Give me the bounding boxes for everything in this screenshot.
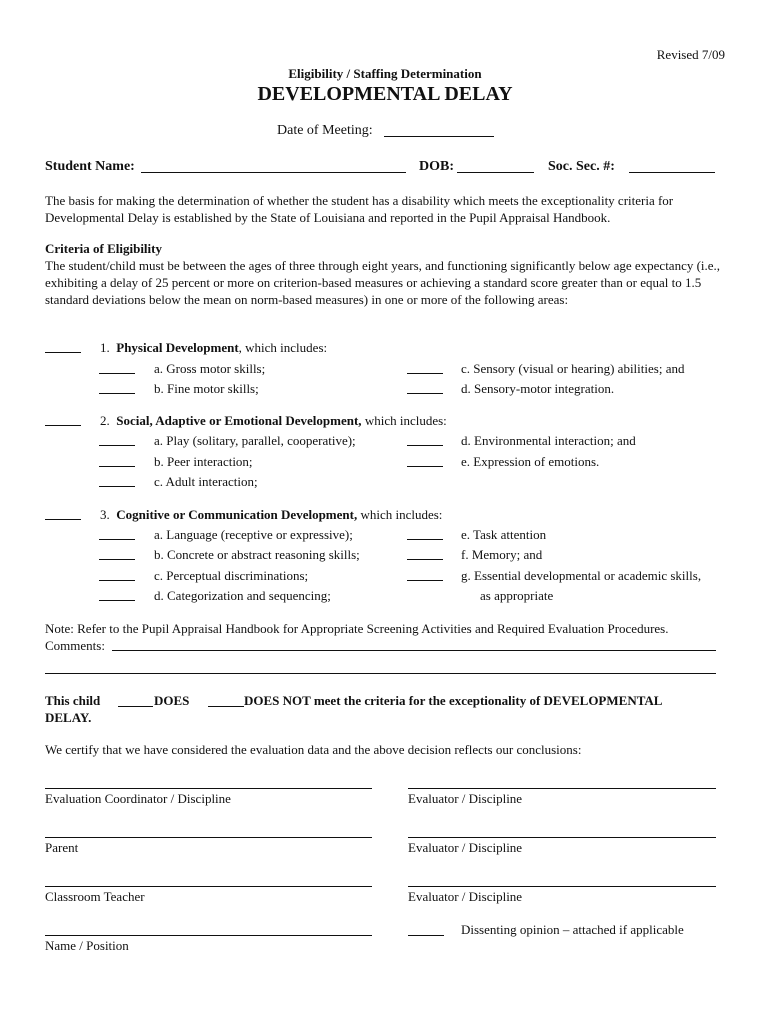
- dissenting-opinion-checkbox[interactable]: [408, 935, 444, 936]
- task-attention-label: e. Task attention: [461, 527, 547, 542]
- form-title: DEVELOPMENTAL DELAY: [257, 83, 513, 105]
- dissenting-opinion-label: Dissenting opinion – attached if applicable: [461, 922, 684, 937]
- play-label: a. Play (solitary, parallel, cooperative);: [154, 433, 356, 448]
- comments-field-line-2[interactable]: [45, 673, 716, 674]
- reasoning-label: b. Concrete or abstract reasoning skills;: [154, 547, 360, 562]
- comments-field-line-1[interactable]: [112, 650, 716, 651]
- signature-line-evaluator-2[interactable]: [408, 837, 716, 838]
- gross-motor-checkbox[interactable]: [99, 373, 135, 374]
- signature-line-parent[interactable]: [45, 837, 372, 838]
- signature-line-evaluator-1[interactable]: [408, 788, 716, 789]
- adult-interaction-checkbox[interactable]: [99, 486, 135, 487]
- ssn-field[interactable]: [629, 172, 715, 173]
- physical-development-checkbox[interactable]: [45, 352, 81, 353]
- memory-label: f. Memory; and: [461, 547, 543, 562]
- expression-emotions-checkbox[interactable]: [407, 466, 443, 467]
- task-attention-checkbox[interactable]: [407, 539, 443, 540]
- language-checkbox[interactable]: [99, 539, 135, 540]
- dob-label: DOB:: [419, 159, 454, 174]
- student-name-label: Student Name:: [45, 159, 135, 174]
- dob-field[interactable]: [457, 172, 534, 173]
- environmental-interaction-label: d. Environmental interaction; and: [461, 433, 636, 448]
- note-text: Note: Refer to the Pupil Appraisal Handbook for Appropriate Screening Activities and Required Evaluation Procedures.: [45, 621, 669, 636]
- cognitive-development-checkbox[interactable]: [45, 519, 81, 520]
- essential-skills-label-continued: as appropriate: [480, 588, 554, 603]
- memory-checkbox[interactable]: [407, 559, 443, 560]
- fine-motor-label: b. Fine motor skills;: [154, 381, 259, 396]
- adult-interaction-label: c. Adult interaction;: [154, 474, 258, 489]
- categorization-label: d. Categorization and sequencing;: [154, 588, 331, 603]
- date-of-meeting-field[interactable]: [384, 136, 494, 137]
- environmental-interaction-checkbox[interactable]: [407, 445, 443, 446]
- essential-skills-checkbox[interactable]: [407, 580, 443, 581]
- social-development-heading: 2. Social, Adaptive or Emotional Development, which includes:: [100, 413, 447, 428]
- date-of-meeting-label: Date of Meeting:: [277, 123, 373, 138]
- sensory-motor-label: d. Sensory-motor integration.: [461, 381, 615, 396]
- peer-interaction-checkbox[interactable]: [99, 466, 135, 467]
- intro-paragraph: The basis for making the determination of whether the student has a disability which meets the exceptionality criteria for Developmental Delay is established by the State of Louisiana and reported in the Pupil Appraisal Handbook.: [45, 193, 674, 225]
- social-development-checkbox[interactable]: [45, 425, 81, 426]
- this-child-label: This child: [45, 693, 101, 708]
- gross-motor-label: a. Gross motor skills;: [154, 361, 266, 376]
- signature-line-evaluator-3[interactable]: [408, 886, 716, 887]
- expression-emotions-label: e. Expression of emotions.: [461, 454, 600, 469]
- delay-label: DELAY.: [45, 710, 92, 725]
- criteria-paragraph: The student/child must be between the ages of three through eight years, and functioning significantly below age expectancy (i.e., exhibiting a delay of 25 percent or more on criterion-based measures or achieving a standard score greater than or equal to 1.5 standard deviations below the mean on norm-based measures) in one or more of the following areas:: [45, 258, 721, 307]
- sensory-label: c. Sensory (visual or hearing) abilities; and: [461, 361, 685, 376]
- signature-label-name-position: Name / Position: [45, 938, 129, 953]
- comments-label: Comments:: [45, 638, 105, 653]
- revised-date: Revised 7/09: [656, 47, 725, 62]
- certify-statement: We certify that we have considered the evaluation data and the above decision reflects our conclusions:: [45, 742, 582, 757]
- signature-line-evaluation-coordinator[interactable]: [45, 788, 372, 789]
- reasoning-checkbox[interactable]: [99, 559, 135, 560]
- sensory-motor-checkbox[interactable]: [407, 393, 443, 394]
- perceptual-label: c. Perceptual discriminations;: [154, 568, 309, 583]
- sensory-checkbox[interactable]: [407, 373, 443, 374]
- categorization-checkbox[interactable]: [99, 600, 135, 601]
- ssn-label: Soc. Sec. #:: [548, 159, 615, 174]
- language-label: a. Language (receptive or expressive);: [154, 527, 353, 542]
- fine-motor-checkbox[interactable]: [99, 393, 135, 394]
- essential-skills-label: g. Essential developmental or academic skills,: [461, 568, 702, 583]
- signature-line-name-position[interactable]: [45, 935, 372, 936]
- student-name-field[interactable]: [141, 172, 406, 173]
- does-label: DOES: [154, 693, 190, 708]
- does-checkbox[interactable]: [118, 706, 153, 707]
- physical-development-heading: 1. Physical Development, which includes:: [100, 340, 328, 355]
- signature-label-evaluator-2: Evaluator / Discipline: [408, 840, 523, 855]
- signature-label-classroom-teacher: Classroom Teacher: [45, 889, 145, 904]
- play-checkbox[interactable]: [99, 445, 135, 446]
- criteria-heading: Criteria of Eligibility: [45, 241, 162, 256]
- signature-label-parent: Parent: [45, 840, 79, 855]
- perceptual-checkbox[interactable]: [99, 580, 135, 581]
- peer-interaction-label: b. Peer interaction;: [154, 454, 253, 469]
- does-not-checkbox[interactable]: [208, 706, 244, 707]
- signature-line-classroom-teacher[interactable]: [45, 886, 372, 887]
- signature-label-evaluator-1: Evaluator / Discipline: [408, 791, 523, 806]
- form-subtitle: Eligibility / Staffing Determination: [288, 66, 482, 81]
- signature-label-evaluator-3: Evaluator / Discipline: [408, 889, 523, 904]
- signature-label-evaluation-coordinator: Evaluation Coordinator / Discipline: [45, 791, 231, 806]
- does-not-label: DOES NOT meet the criteria for the exceptionality of DEVELOPMENTAL: [244, 693, 663, 708]
- cognitive-development-heading: 3. Cognitive or Communication Development, which includes:: [100, 507, 443, 522]
